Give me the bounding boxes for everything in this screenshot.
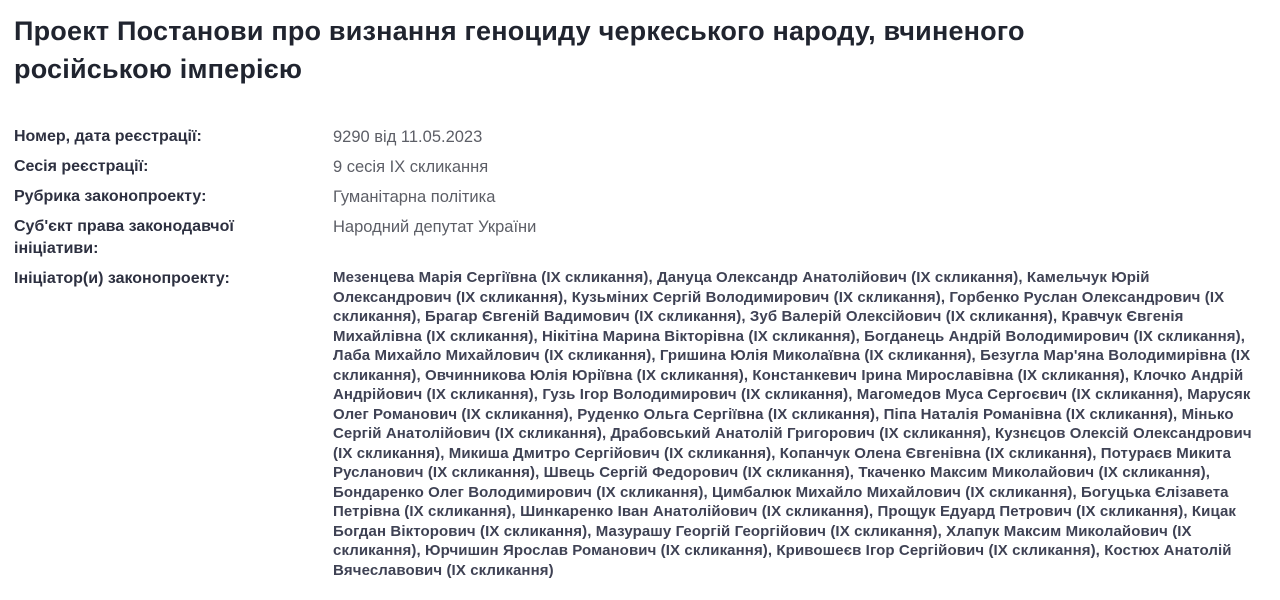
initiative-subject-value: Народний депутат України [333,218,537,236]
session-label: Сесія реєстрації: [14,158,149,175]
initiative-subject-label: Суб'єкт права законодавчої ініціативи: [14,218,234,257]
registration-label: Номер, дата реєстрації: [14,128,202,145]
registration-value: 9290 від 11.05.2023 [333,128,483,146]
field-row-initiators [14,268,1270,580]
rubric-value: Гуманітарна політика [333,188,496,206]
bill-fields [14,126,1270,580]
field-row-rubric [14,186,1270,208]
field-row-initiative-subject [14,216,1270,260]
session-value: 9 сесія IX скликання [333,158,489,176]
initiators-label: Ініціатор(и) законопроекту: [14,270,230,287]
page-title: Проект Постанови про визнання геноциду черкеського народу, вчиненого російською імперією [14,16,1025,84]
field-row-registration [14,126,1270,148]
rubric-label: Рубрика законопроекту: [14,188,207,205]
field-row-session [14,156,1270,178]
initiators-list: Мезенцева Марія Сергіївна (IX скликання), Дануца Олександр Анатолійович (IX скликання), Камельчук Юрій Олександрович (IX скликання), Кузьміних Сергій Володимирович (IX скликання), Горбенко Руслан Олександрович (IX скликання), Брагар Євгеній Вадимович (IX скликання), Зуб Валерій Олексійович (IX скликання), Кравчук Євгенія Михайлівна (IX скликання), Нікітіна Марина Вікторівна (IX скликання), Богданець Андрій Володимирович (IX скликання), Лаба Михайло Михайлович (IX скликання), Гришина Юлія Миколаївна (IX скликання), Безугла Мар'яна Володимирівна (IX скликання), Овчинникова Юлія Юріївна (IX скликання), Констанкевич Ірина Мирославівна (IX скликання), Клочко Андрій Андрійович (IX скликання), Гузь Ігор Володимирович (IX скликання), Магомедов Муса Сергоєвич (IX скликання), Марусяк Олег Романович (IX скликання), Руденко Ольга Сергіївна (IX скликання), Піпа Наталія Романівна (IX скликання), Мінько Сергій Анатолійович (IX скликання), Драбовський Анатолій Григорович (IX скликання), Кузнєцов Олексій Олександрович (IX скликання), Микиша Дмитро Сергійович (IX скликання), Копанчук Олена Євгенівна (IX скликання), Потураєв Микита Русланович (IX скликання), Швець Сергій Федорович (IX скликання), Ткаченко Максим Миколайович (IX скликання), Бондаренко Олег Володимирович (IX скликання), Цимбалюк Михайло Михайлович (IX скликання), Богуцька Єлізавета Петрівна (IX скликання), Шинкаренко Іван Анатолійович (IX скликання), Прощук Едуард Петрович (IX скликання), Кицак Богдан Вікторович (IX скликання), Мазурашу Георгій Георгійович (IX скликання), Хлапук Максим Миколайович (IX скликання), Юрчишин Ярослав Романович (IX скликання), Кривошеєв Ігор Сергійович (IX скликання), Костюх Анатолій Вячеславович (IX скликання) [333,269,1252,579]
